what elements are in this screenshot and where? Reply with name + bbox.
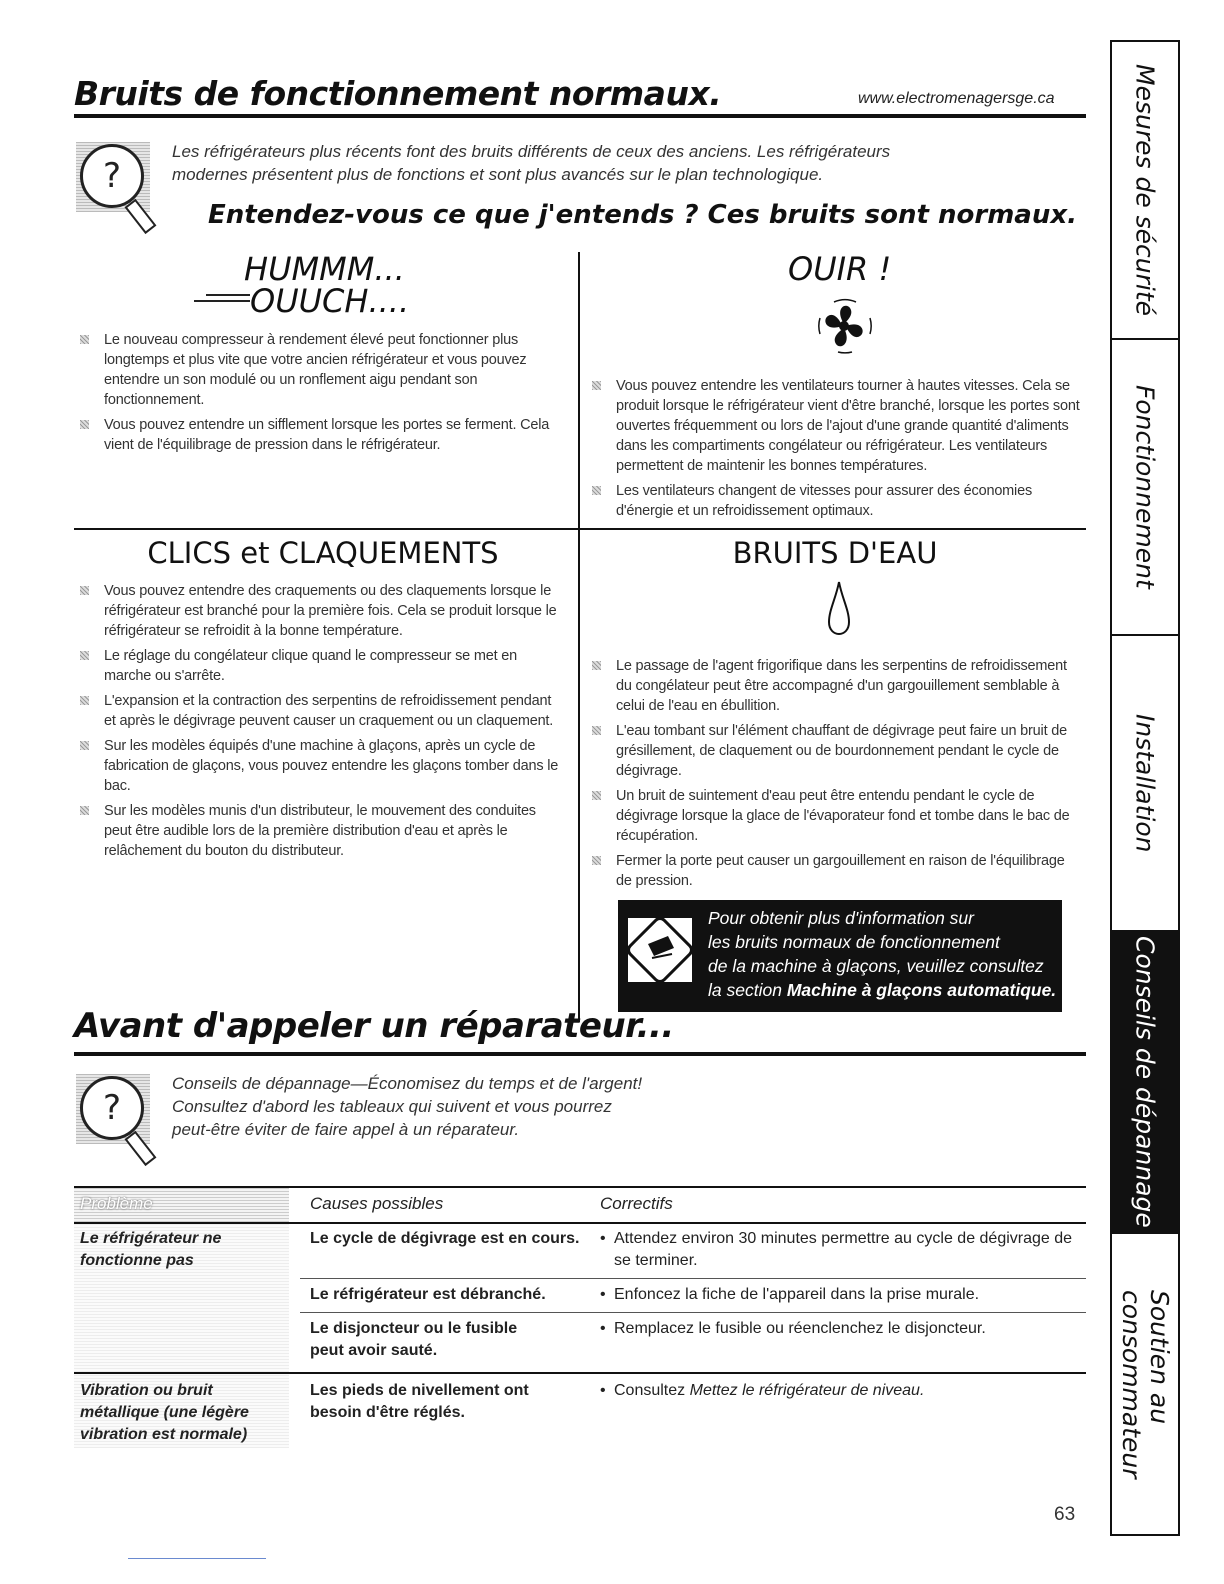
list-item: Sur les modèles munis d'un distributeur, le mouvement des conduites peut être audible lors de la première distribution d'eau et après le relâchement du bouton du distributeur. bbox=[80, 801, 566, 861]
list-item: Fermer la porte peut causer un gargouillement en raison de l'équilibrage de pression. bbox=[592, 851, 1080, 891]
header-rule bbox=[74, 114, 1086, 118]
table-row-fix: • Consultez Mettez le réfrigérateur de niveau. bbox=[600, 1382, 925, 1399]
ice-maker-icon bbox=[628, 918, 692, 982]
footer-link-rule bbox=[128, 1558, 266, 1559]
table-row-cause: Le disjoncteur ou le fusible peut avoir sauté. bbox=[310, 1320, 518, 1359]
table-row-cause: Les pieds de nivellement ont besoin d'être réglés. bbox=[310, 1382, 529, 1421]
intro-text: Les réfrigérateurs plus récents font des bruits différents de ceux des anciens. Les réfrigérateurs modernes présentent plus de fonctions et sont plus avancés sur le plan technologique. bbox=[172, 142, 891, 184]
section-rule bbox=[74, 1052, 1086, 1056]
table-row-cause: Le réfrigérateur est débranché. bbox=[310, 1286, 546, 1303]
tab-soutien-au-consommateur[interactable]: Soutien au consommateur bbox=[1110, 1234, 1180, 1534]
hummm-list bbox=[80, 330, 550, 460]
list-item: Vous pouvez entendre un sifflement lorsque les portes se ferment. Cela vient de l'équilibrage de pression dans le réfrigérateur. bbox=[80, 415, 550, 455]
page-number: 63 bbox=[1054, 1504, 1076, 1525]
page-title: Bruits de fonctionnement normaux. bbox=[74, 74, 722, 113]
ouuch-heading: OUUCH.... bbox=[250, 282, 410, 320]
column-divider bbox=[578, 252, 580, 1022]
list-item: L'expansion et la contraction des serpentins de refroidissement pendant et après le dégivrage peuvent causer un craquement ou un claquement. bbox=[80, 691, 566, 731]
section-title: Avant d'appeler un réparateur... bbox=[74, 1006, 674, 1046]
ouir-list bbox=[592, 376, 1080, 526]
water-drop-icon bbox=[826, 580, 852, 636]
eau-heading: BRUITS D'EAU bbox=[732, 536, 938, 570]
table-row-problem: Vibration ou bruit métallique (une légère vibration est normale) bbox=[80, 1382, 249, 1443]
table-header-fixes: Correctifs bbox=[600, 1194, 673, 1213]
tabs-bottom-rule bbox=[1110, 1534, 1180, 1536]
table-header-problem: Problème bbox=[80, 1194, 153, 1213]
eau-list bbox=[592, 656, 1080, 896]
tab-installation[interactable]: Installation bbox=[1110, 636, 1180, 930]
list-item: Les ventilateurs changent de vitesses pour assurer des économies d'énergie et un refroidissement optimaux. bbox=[592, 481, 1080, 521]
website-url[interactable]: www.electromenagersge.ca bbox=[858, 90, 1055, 107]
list-item: Vous pouvez entendre les ventilateurs tourner à hautes vitesses. Cela se produit lorsque le réfrigérateur vient d'être branché, lorsque les portes sont ouvertes fréquemment ou lors de l'ajout d'une grande quantité d'aliments dans les compartiments congélateur ou réfrigérateur. Les ventilateurs permettent de maintenir les bonnes températures. bbox=[592, 376, 1080, 476]
question-magnifier-icon: ? bbox=[76, 142, 150, 212]
list-item: Le réglage du congélateur clique quand le compresseur se met en marche ou s'arrête. bbox=[80, 646, 566, 686]
row-rule bbox=[300, 1312, 1086, 1313]
list-item: Un bruit de suintement d'eau peut être entendu pendant le cycle de dégivrage lorsque la glace de l'évaporateur fond et tombe dans le bac de récupération. bbox=[592, 786, 1080, 846]
troubleshooting-intro: Conseils de dépannage—Économisez du temps et de l'argent! Consultez d'abord les tableaux qui suivent et vous pourrez peut-être éviter de faire appel à un réparateur. bbox=[172, 1074, 643, 1139]
clics-list bbox=[80, 581, 566, 866]
hummm-heading: HUMMM... bbox=[244, 250, 405, 288]
speed-lines-icon bbox=[194, 294, 254, 302]
table-row-fix: • Remplacez le fusible ou réenclenchez le disjoncteur. bbox=[600, 1320, 986, 1337]
list-item: Sur les modèles équipés d'une machine à glaçons, après un cycle de fabrication de glaçons, vous pouvez entendre les glaçons tomber dans le bac. bbox=[80, 736, 566, 796]
table-row-fix: • Enfoncez la fiche de l'appareil dans la prise murale. bbox=[600, 1286, 980, 1303]
list-item: Le passage de l'agent frigorifique dans les serpentins de refroidissement du congélateur peut être accompagné d'un gargouillement semblable à celui de l'eau en ébullition. bbox=[592, 656, 1080, 716]
intro-subheading: Entendez-vous ce que j'entends ? Ces bruits sont normaux. bbox=[208, 200, 1077, 230]
ice-maker-section-link[interactable]: Machine à glaçons automatique. bbox=[786, 980, 1057, 1000]
clics-heading: CLICS et CLAQUEMENTS bbox=[147, 536, 499, 570]
table-row-cause: Le cycle de dégivrage est en cours. bbox=[310, 1230, 580, 1247]
question-magnifier-icon: ? bbox=[76, 1074, 150, 1144]
table-row-problem: Le réfrigérateur ne fonctionne pas bbox=[80, 1230, 222, 1269]
list-item: Vous pouvez entendre des craquements ou des claquements lorsque le réfrigérateur est branché pour la première fois. Cela se produit lorsque le réfrigérateur se refroidit à la bonne température. bbox=[80, 581, 566, 641]
level-refrigerator-link[interactable]: Mettez le réfrigérateur de niveau. bbox=[689, 1382, 925, 1399]
fan-icon bbox=[812, 294, 876, 358]
ice-maker-info-box: Pour obtenir plus d'information sur les bruits normaux de fonctionnement de la machine à glaçons, veuillez consultez la section Machine à glaçons automatique. bbox=[618, 900, 1062, 1012]
tab-mesures-de-securite[interactable]: Mesures de sécurité bbox=[1110, 42, 1180, 338]
table-row-fix: • Attendez environ 30 minutes permettre au cycle de dégivrage de se terminer. bbox=[600, 1230, 1073, 1269]
table-header-causes: Causes possibles bbox=[310, 1194, 444, 1213]
list-item: L'eau tombant sur l'élément chauffant de dégivrage peut faire un bruit de grésillement, de claquement ou de bourdonnement pendant le cycle de dégivrage. bbox=[592, 721, 1080, 781]
tab-conseils-de-depannage[interactable]: Conseils de dépannage bbox=[1110, 930, 1180, 1234]
row-rule bbox=[300, 1278, 1086, 1279]
ouir-heading: OUIR ! bbox=[788, 250, 892, 288]
middle-rule bbox=[74, 528, 1086, 530]
tab-fonctionnement[interactable]: Fonctionnement bbox=[1110, 340, 1180, 634]
list-item: Le nouveau compresseur à rendement élevé peut fonctionner plus longtemps et plus vite que votre ancien réfrigérateur et vous pouvez entendre un son modulé ou un ronflement aigu pendant son fonctionnement. bbox=[80, 330, 550, 410]
